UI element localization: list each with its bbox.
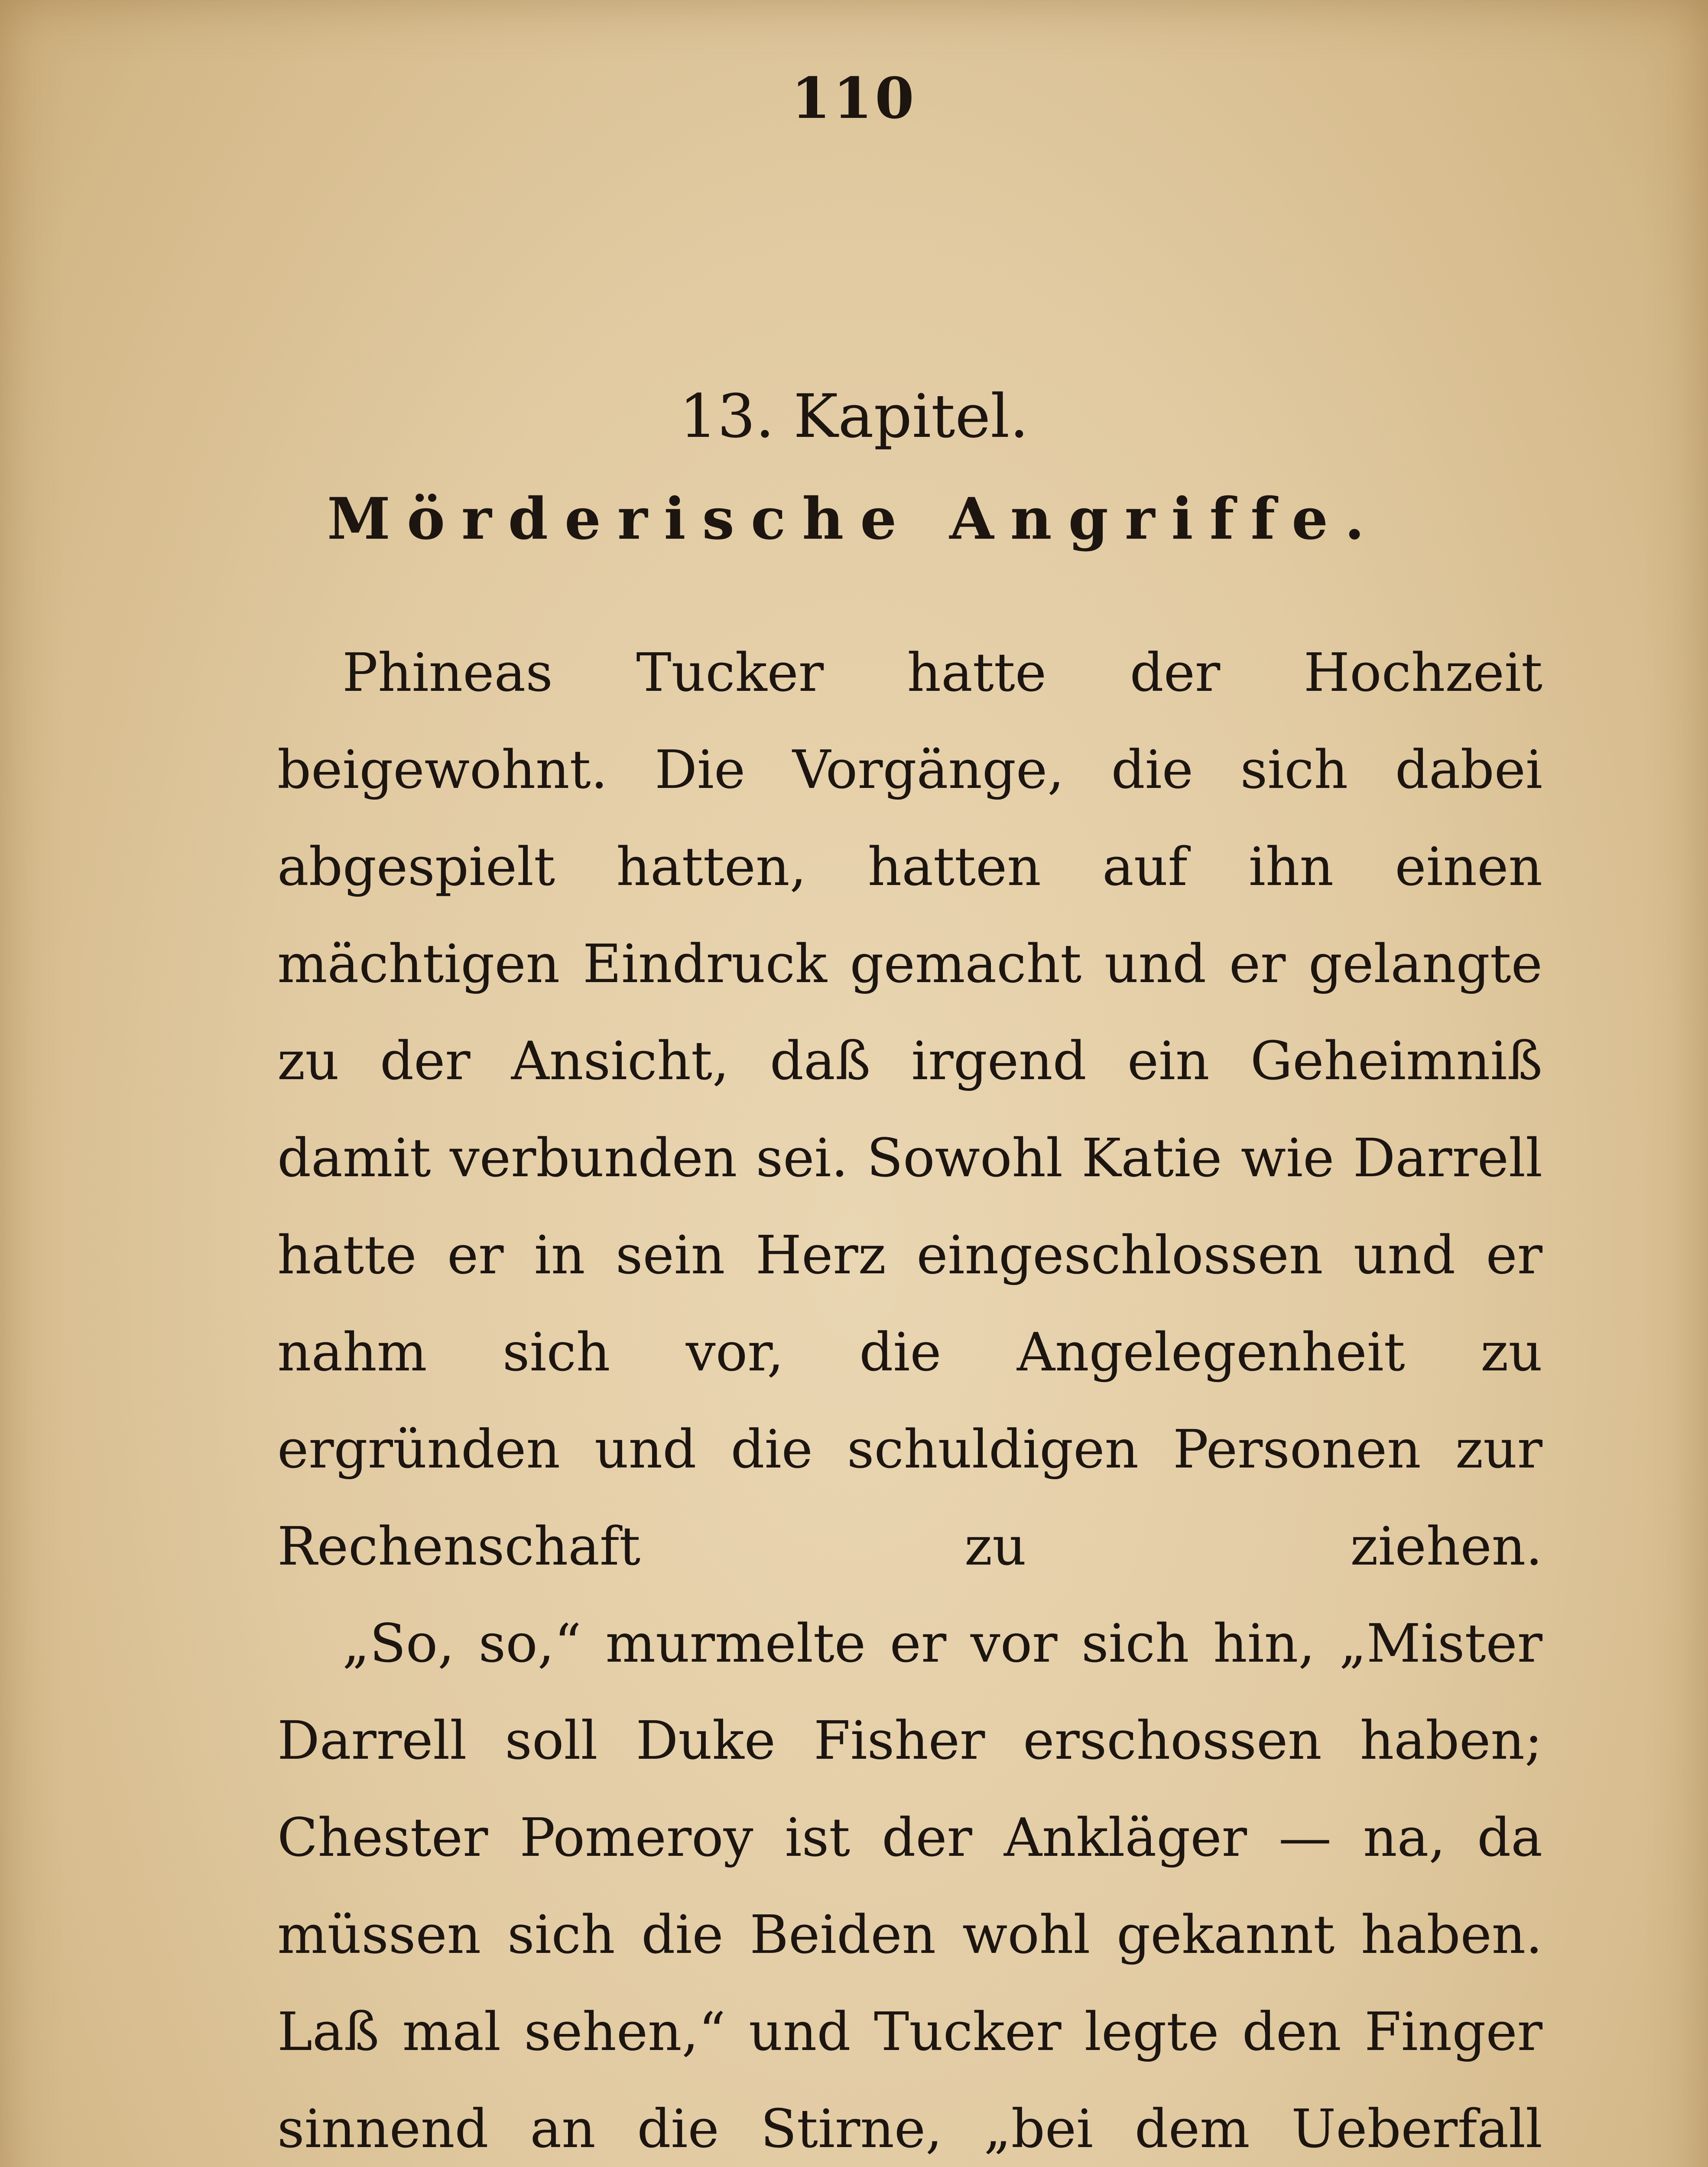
body-text [277, 624, 1542, 2167]
chapter-heading: 13. Kapitel. [679, 381, 1029, 451]
paragraph: „So, so,“ murmelte er vor sich hin, „Mister Darrell soll Duke Fisher erschossen haben; Chester Pomeroy ist der Ankläger — na, da müssen sich die Beiden wohl gekannt haben. Laß mal sehen,“ und Tucker legte den Finger sinnend an die Stirne, „bei dem Ueberfall [277, 1613, 1542, 2160]
page-number: 110 [791, 65, 917, 131]
chapter-title: Mörderische Angriffe. [327, 485, 1381, 553]
paragraph: Phineas Tucker hatte der Hochzeit beigewohnt. Die Vorgänge, die sich dabei abgespielt hatten, hatten auf ihn einen mächtigen Eindruck gemacht und er gelangte zu der Ansicht, daß irgend ein Geheimniß damit verbunden sei. Sowohl Katie wie Darrell hatte er in sein Herz eingeschlossen und er nahm sich vor, die Angelegenheit zu ergründen und die schuldigen Personen zur Rechenschaft zu ziehen. [277, 642, 1542, 1577]
